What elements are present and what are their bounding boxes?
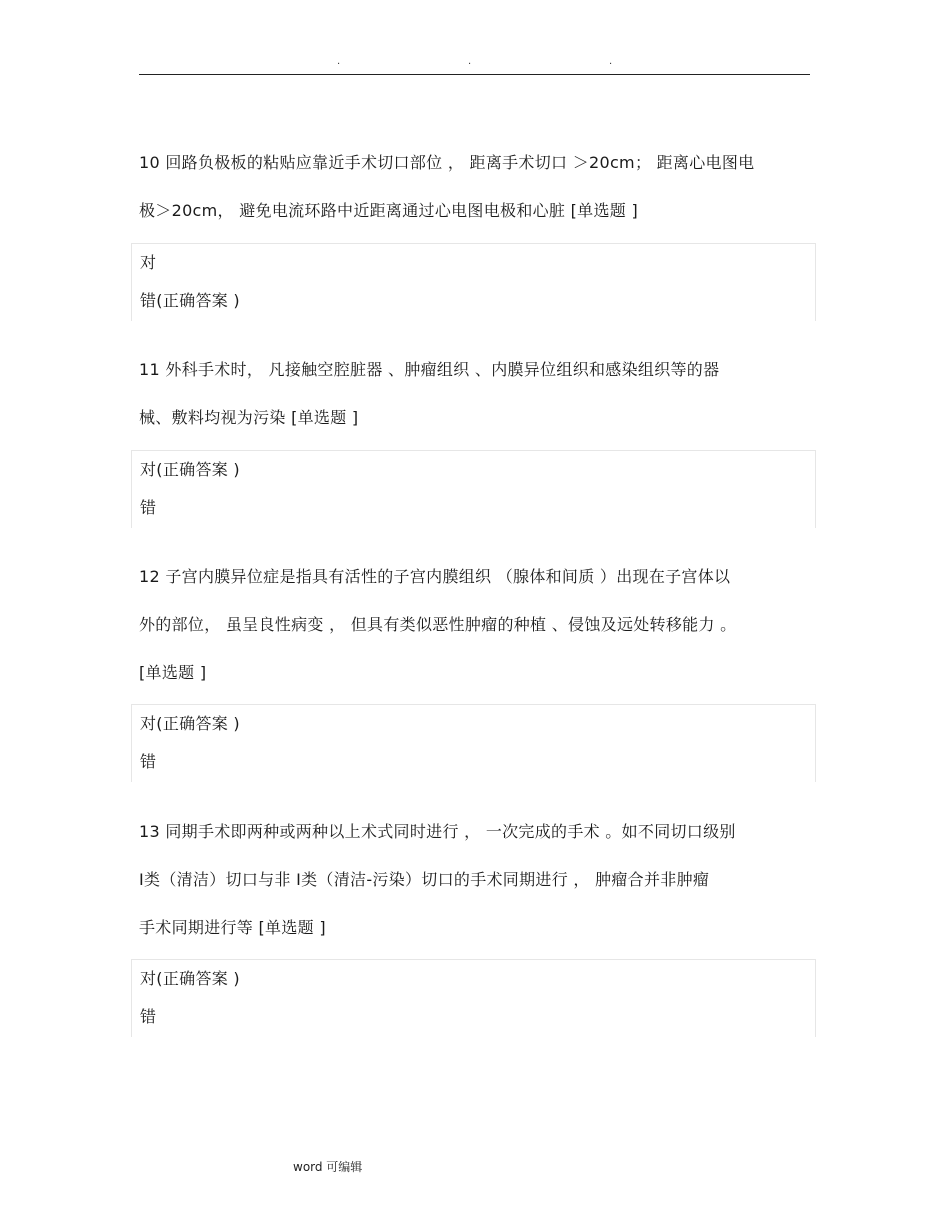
options-box <box>131 959 816 1037</box>
option-true[interactable]: 对 <box>140 253 157 272</box>
header-dot: . <box>609 56 613 67</box>
question-text-line: 极＞20cm， 避免电流环路中近距离通过心电图电极和心脏 [单选题 ] <box>139 201 638 220</box>
option-true[interactable]: 对(正确答案 ) <box>140 714 240 733</box>
footer-text: word 可编辑 <box>293 1160 363 1174</box>
question-text-line: 11 外科手术时， 凡接触空腔脏器 、肿瘤组织 、内膜异位组织和感染组织等的器 <box>139 360 720 379</box>
question-13 <box>139 808 814 952</box>
option-true[interactable]: 对(正确答案 ) <box>140 460 240 479</box>
question-text-line: Ⅰ类（清洁）切口与非 Ⅰ类（清洁-污染）切口的手术同期进行 ， 肿瘤合并非肿瘤 <box>139 870 710 889</box>
question-10 <box>139 139 814 235</box>
header-dots <box>0 56 950 70</box>
option-false[interactable]: 错 <box>140 1007 157 1026</box>
options-box <box>131 243 816 321</box>
options-box <box>131 704 816 782</box>
option-false[interactable]: 错 <box>140 752 157 771</box>
question-text-line: [单选题 ] <box>139 663 207 682</box>
question-text-line: 13 同期手术即两种或两种以上术式同时进行 ， 一次完成的手术 。如不同切口级别 <box>139 822 736 841</box>
header-dot: . <box>468 56 472 67</box>
question-text-line: 械、敷料均视为污染 [单选题 ] <box>139 408 359 427</box>
options-box <box>131 450 816 528</box>
question-text-line: 12 子宫内膜异位症是指具有活性的子宫内膜组织 （腺体和间质 ）出现在子宫体以 <box>139 567 731 586</box>
option-false[interactable]: 错 <box>140 498 157 517</box>
option-true[interactable]: 对(正确答案 ) <box>140 969 240 988</box>
question-11 <box>139 346 814 442</box>
header-rule <box>139 74 810 75</box>
question-text-line: 10 回路负极板的粘贴应靠近手术切口部位 ， 距离手术切口 ＞20cm； 距离心电图电 <box>139 153 755 172</box>
header-dot: . <box>337 56 341 67</box>
question-text-line: 外的部位， 虽呈良性病变 ， 但具有类似恶性肿瘤的种植 、侵蚀及远处转移能力 。 <box>139 615 737 634</box>
option-false[interactable]: 错(正确答案 ) <box>140 291 240 310</box>
question-text-line: 手术同期进行等 [单选题 ] <box>139 918 326 937</box>
question-12 <box>139 553 814 697</box>
